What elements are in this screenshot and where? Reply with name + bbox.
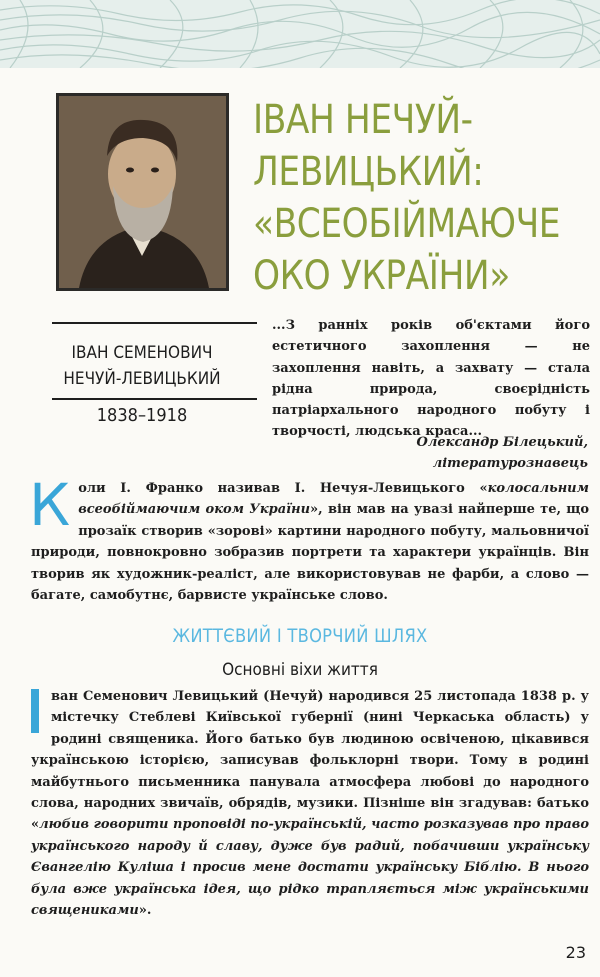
- body-text-end: ».: [138, 903, 152, 919]
- body-paragraph: [31, 686, 589, 921]
- intro-quote: колосальним всеобіймаючим оком України: [78, 481, 589, 518]
- bio-rule-middle: [52, 398, 257, 400]
- body-quote: любив говорити проповіді по-українській, часто розказував про право українського народу й славу, дуже був радий, побачивши українську Євангелію Куліша і просив мене достати українську Біблію. В нього була вже українська ідея, що рідко трапляється між українськими священиками: [31, 817, 589, 919]
- portrait-image: [56, 93, 229, 291]
- subsection-heading: Основні віхи життя: [222, 660, 378, 680]
- intro-paragraph: [29, 471, 590, 606]
- author-name: [34, 340, 250, 392]
- epigraph-text: ...З ранніх років об'єктами його естетичного захоплення — не захоплення навіть, а захвату — стала рідна природа, своєрідність патріархального народного побуту і творчості, людська краса...: [272, 318, 590, 440]
- epigraph-author: [417, 432, 588, 474]
- intro-text-start: оли І. Франко називав І. Нечуя-Левицького «: [78, 481, 488, 496]
- title-line-3: «ВСЕОБІЙМАЮЧЕ: [253, 201, 561, 247]
- bio-box: [22, 322, 262, 452]
- epigraph-author-role: літературознавець: [432, 456, 588, 471]
- epigraph-author-name: Олександр Білецький,: [416, 435, 588, 450]
- author-years: 1838–1918: [96, 405, 188, 426]
- section-heading: ЖИТТЄВИЙ І ТВОРЧИЙ ШЛЯХ: [172, 625, 428, 647]
- title-line-4: ОКО УКРАЇНИ»: [253, 253, 510, 299]
- author-name-line2: НЕЧУЙ-ЛЕВИЦЬКИЙ: [63, 369, 221, 389]
- decorative-banner: [0, 0, 600, 68]
- page-number: 23: [565, 943, 586, 962]
- dropcap-bar: [31, 689, 39, 733]
- bio-rule-top: [52, 322, 257, 324]
- body-text-start: ван Семенович Левицький (Нечуй) народився 25 листопада 1838 р. у містечку Стеблеві Київської губернії (нині Черкаська область) у родині священика. Його батько був людиною освіченою, цікавився українською історією, записував фольклорні твори. Тому в родині майбутнього письменника панувала атмосфера любові до народного слова, народних звичаїв, обрядів, музики. Пізніше він згадував: батько «: [31, 689, 589, 833]
- portrait-icon: [59, 96, 226, 288]
- title-line-2: ЛЕВИЦЬКИЙ:: [253, 149, 484, 195]
- author-name-line1: ІВАН СЕМЕНОВИЧ: [71, 343, 213, 363]
- title-line-1: ІВАН НЕЧУЙ-: [253, 97, 473, 143]
- page-title: [253, 94, 561, 302]
- dropcap-letter: К: [29, 471, 71, 539]
- intro-text-end: », він мав на увазі найперше те, що прозаїк створив «зорові» картини народного побуту, мальовничої природи, повнокровно зобразив портрети та характери українців. Він творив як художник-реаліст, але використовував не фарби, а слово — багате, самобутнє, барвисте українське слово.: [31, 502, 590, 604]
